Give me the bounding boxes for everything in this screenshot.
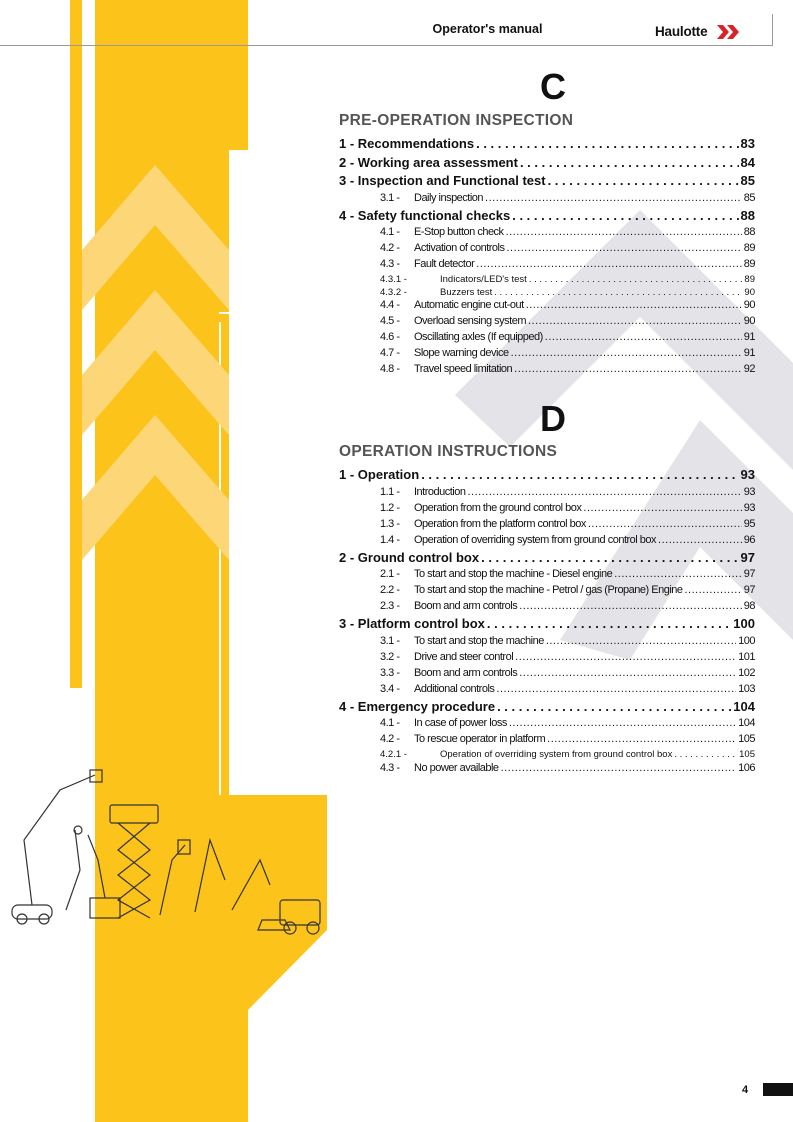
toc-sub-entry[interactable]	[339, 287, 755, 300]
page-ref: 102	[738, 666, 755, 679]
entry-title: Additional controls	[414, 682, 495, 695]
page-ref: 90	[744, 286, 755, 298]
toc-chapter-entry[interactable]	[339, 173, 755, 192]
toc-sub-entry[interactable]	[339, 315, 755, 331]
entry-number: 3.1 -	[380, 191, 400, 204]
toc-sub-entry[interactable]	[339, 600, 755, 616]
dot-leader	[546, 635, 736, 647]
page-ref: 85	[743, 191, 755, 204]
chapter-title: 2 - Ground control box	[339, 549, 480, 565]
page-ref: 91	[743, 347, 755, 359]
entry-title: Operation of overriding system from ground control box	[414, 533, 657, 546]
page-ref: 103	[738, 682, 755, 695]
toc-sub-entry[interactable]	[339, 683, 755, 699]
entry-number: 1.2 -	[380, 501, 400, 514]
entry-title: Boom and arm controls	[414, 666, 518, 679]
toc-sub-entry[interactable]	[339, 226, 755, 242]
dot-leader	[519, 600, 742, 612]
entry-number: 3.4 -	[380, 682, 400, 695]
toc-chapter-entry[interactable]	[339, 467, 755, 486]
chapter-title: 4 - Emergency procedure	[339, 698, 496, 714]
dot-leader	[528, 315, 742, 327]
section-title: OPERATION INSTRUCTIONS	[339, 443, 558, 460]
entry-title: To start and stop the machine	[414, 634, 544, 647]
toc-sub-entry[interactable]	[339, 635, 755, 651]
toc-sub-entry[interactable]	[339, 331, 755, 347]
entry-title: To start and stop the machine - Diesel engine	[414, 568, 613, 580]
entry-number: 2.1 -	[380, 568, 400, 580]
page-ref: 90	[743, 299, 755, 311]
dot-leader	[674, 749, 737, 760]
entry-title: No power available	[414, 761, 499, 774]
toc-sub-entry[interactable]	[339, 717, 755, 733]
dot-leader	[529, 274, 743, 285]
entry-number: 4.8 -	[380, 363, 400, 375]
entry-number: 4.1 -	[380, 717, 400, 729]
dot-leader	[547, 733, 736, 745]
dot-leader	[514, 363, 742, 375]
section-title: PRE-OPERATION INSPECTION	[339, 112, 574, 129]
entry-title: E-Stop button check	[414, 226, 504, 238]
page-ref: 97	[743, 584, 755, 596]
page-ref: 98	[743, 600, 755, 612]
entry-title: To rescue operator in platform	[414, 733, 546, 745]
toc-sub-entry[interactable]	[339, 347, 755, 363]
entry-title: Indicators/LED's test	[440, 274, 527, 285]
page-ref: 92	[743, 363, 755, 375]
entry-number: 4.2 -	[380, 733, 400, 745]
page-ref: 104	[738, 717, 755, 729]
page-ref: 93	[743, 485, 755, 498]
dot-leader	[485, 192, 742, 204]
dot-leader	[658, 534, 742, 546]
page-number: 4	[742, 1084, 749, 1096]
dot-leader	[494, 287, 742, 298]
toc-sub-entry[interactable]	[339, 518, 755, 534]
entry-title: Buzzers test	[440, 286, 493, 298]
page-number-bar	[763, 1083, 793, 1096]
header-title: Operator's manual	[432, 22, 543, 36]
dot-leader	[519, 667, 736, 679]
entry-title: Operation from the ground control box	[414, 501, 582, 514]
toc-sub-entry[interactable]	[339, 299, 755, 315]
toc-sub-entry[interactable]	[339, 749, 755, 762]
dot-leader	[497, 699, 731, 714]
entry-title: Operation of overriding system from ground control box	[440, 749, 673, 760]
dot-leader	[509, 717, 736, 729]
entry-number: 4.3 -	[380, 258, 400, 270]
entry-number: 1.3 -	[380, 517, 400, 530]
entry-title: To start and stop the machine - Petrol / gas (Propane) Engine	[414, 584, 683, 596]
toc-sub-entry[interactable]	[339, 584, 755, 600]
dot-leader	[526, 299, 742, 311]
entry-number: 4.7 -	[380, 347, 400, 359]
dot-leader	[515, 651, 736, 663]
entry-number: 4.3.2 -	[380, 286, 407, 298]
toc-sub-entry[interactable]	[339, 733, 755, 749]
toc-chapter-entry[interactable]	[339, 136, 755, 155]
entry-title: Activation of controls	[414, 242, 505, 254]
page-ref: 96	[743, 533, 755, 546]
page-ref: 100	[733, 616, 755, 631]
entry-title: Operation from the platform control box	[414, 517, 586, 530]
left-stripe	[70, 0, 82, 688]
entry-number: 4.5 -	[380, 315, 400, 327]
entry-number: 3.1 -	[380, 634, 400, 647]
header-rule	[0, 45, 773, 46]
dot-leader	[685, 584, 742, 596]
toc-sub-entry[interactable]	[339, 274, 755, 287]
dot-leader	[520, 155, 739, 170]
brand-logo: Haulotte	[655, 24, 708, 39]
entry-title: Travel speed limitation	[414, 363, 513, 375]
page-ref: 88	[743, 226, 755, 238]
page-ref: 83	[740, 136, 755, 151]
page-ref: 89	[743, 258, 755, 270]
toc-sub-entry[interactable]	[339, 651, 755, 667]
entry-number: 4.6 -	[380, 331, 400, 343]
entry-title: Slope warning device	[414, 347, 509, 359]
entry-title: Daily inspection	[414, 191, 484, 204]
entry-number: 4.2 -	[380, 242, 400, 254]
entry-title: Oscillating axles (If equipped)	[414, 331, 543, 343]
page-ref: 106	[738, 761, 755, 774]
dot-leader	[467, 486, 741, 498]
page-ref: 93	[740, 467, 755, 482]
page-ref: 85	[740, 173, 755, 188]
dot-leader	[421, 467, 738, 482]
toc-chapter-entry[interactable]	[339, 699, 755, 718]
dot-leader	[476, 258, 741, 270]
toc-sub-entry[interactable]	[339, 258, 755, 274]
toc-sub-entry[interactable]	[339, 568, 755, 584]
toc-sub-entry[interactable]	[339, 502, 755, 518]
entry-number: 4.1 -	[380, 226, 400, 238]
chapter-title: 1 - Recommendations	[339, 136, 475, 151]
dot-leader	[487, 616, 731, 631]
dot-leader	[545, 331, 742, 343]
page-ref: 90	[743, 315, 755, 327]
dot-leader	[507, 242, 742, 254]
entry-number: 3.2 -	[380, 650, 400, 663]
dot-leader	[511, 347, 742, 359]
page-ref: 104	[733, 698, 755, 714]
dot-leader	[501, 762, 737, 774]
toc-sub-entry[interactable]	[339, 486, 755, 502]
chapter-title: 1 - Operation	[339, 467, 420, 482]
page-ref: 91	[743, 331, 755, 343]
brand-chevron-icon	[717, 25, 745, 39]
entry-title: Boom and arm controls	[414, 600, 518, 612]
entry-number: 4.3.1 -	[380, 274, 407, 285]
dot-leader	[506, 226, 742, 238]
entry-title: Automatic engine cut-out	[414, 299, 524, 311]
toc-sub-entry[interactable]	[339, 192, 755, 208]
toc-sub-entry[interactable]	[339, 667, 755, 683]
page-ref: 93	[743, 501, 755, 514]
dot-leader	[512, 208, 738, 223]
toc-chapter-entry[interactable]	[339, 208, 755, 227]
dot-leader	[614, 568, 742, 580]
chapter-title: 2 - Working area assessment	[339, 154, 518, 170]
chapter-title: 3 - Inspection and Functional test	[339, 173, 546, 188]
page-ref: 89	[744, 274, 755, 285]
entry-title: Fault detector	[414, 258, 475, 270]
toc-sub-entry[interactable]	[339, 534, 755, 550]
toc-section-c	[339, 112, 755, 379]
dot-leader	[496, 683, 736, 695]
toc-sub-entry[interactable]	[339, 242, 755, 258]
entry-title: Drive and steer control	[414, 650, 514, 663]
toc-chapter-entry[interactable]	[339, 616, 755, 635]
page-ref: 97	[743, 568, 755, 580]
page-ref: 105	[739, 749, 755, 760]
entry-number: 4.2.1 -	[380, 749, 407, 760]
dot-leader	[583, 502, 741, 514]
page-ref: 89	[743, 242, 755, 254]
page-ref: 97	[740, 549, 755, 565]
toc-chapter-entry[interactable]	[339, 550, 755, 569]
page-ref: 105	[738, 733, 755, 745]
toc-section-d	[339, 443, 755, 778]
page-ref: 100	[738, 634, 755, 647]
section-letter-c: C	[540, 66, 566, 107]
toc-sub-entry[interactable]	[339, 762, 755, 778]
toc-chapter-entry[interactable]	[339, 155, 755, 174]
entry-number: 1.1 -	[380, 485, 400, 498]
section-letter-d: D	[540, 398, 566, 439]
entry-number: 4.3 -	[380, 761, 400, 774]
dot-leader	[588, 518, 742, 530]
toc-sub-entry[interactable]	[339, 363, 755, 379]
chapter-title: 4 - Safety functional checks	[339, 207, 511, 223]
entry-number: 2.2 -	[380, 584, 400, 596]
entry-number: 3.3 -	[380, 666, 400, 679]
page-ref: 84	[740, 154, 755, 170]
entry-title: In case of power loss	[414, 717, 507, 729]
dot-leader	[476, 136, 738, 151]
entry-number: 2.3 -	[380, 600, 400, 612]
entry-title: Introduction	[414, 485, 466, 498]
page-ref: 95	[743, 517, 755, 530]
dot-leader	[548, 173, 739, 188]
page-ref: 101	[738, 650, 755, 663]
page-ref: 88	[740, 207, 755, 223]
entry-title: Overload sensing system	[414, 315, 526, 327]
entry-number: 1.4 -	[380, 533, 400, 546]
chapter-title: 3 - Platform control box	[339, 616, 485, 631]
header-rule-vertical	[772, 14, 773, 46]
entry-number: 4.4 -	[380, 299, 400, 311]
dot-leader	[481, 550, 738, 565]
